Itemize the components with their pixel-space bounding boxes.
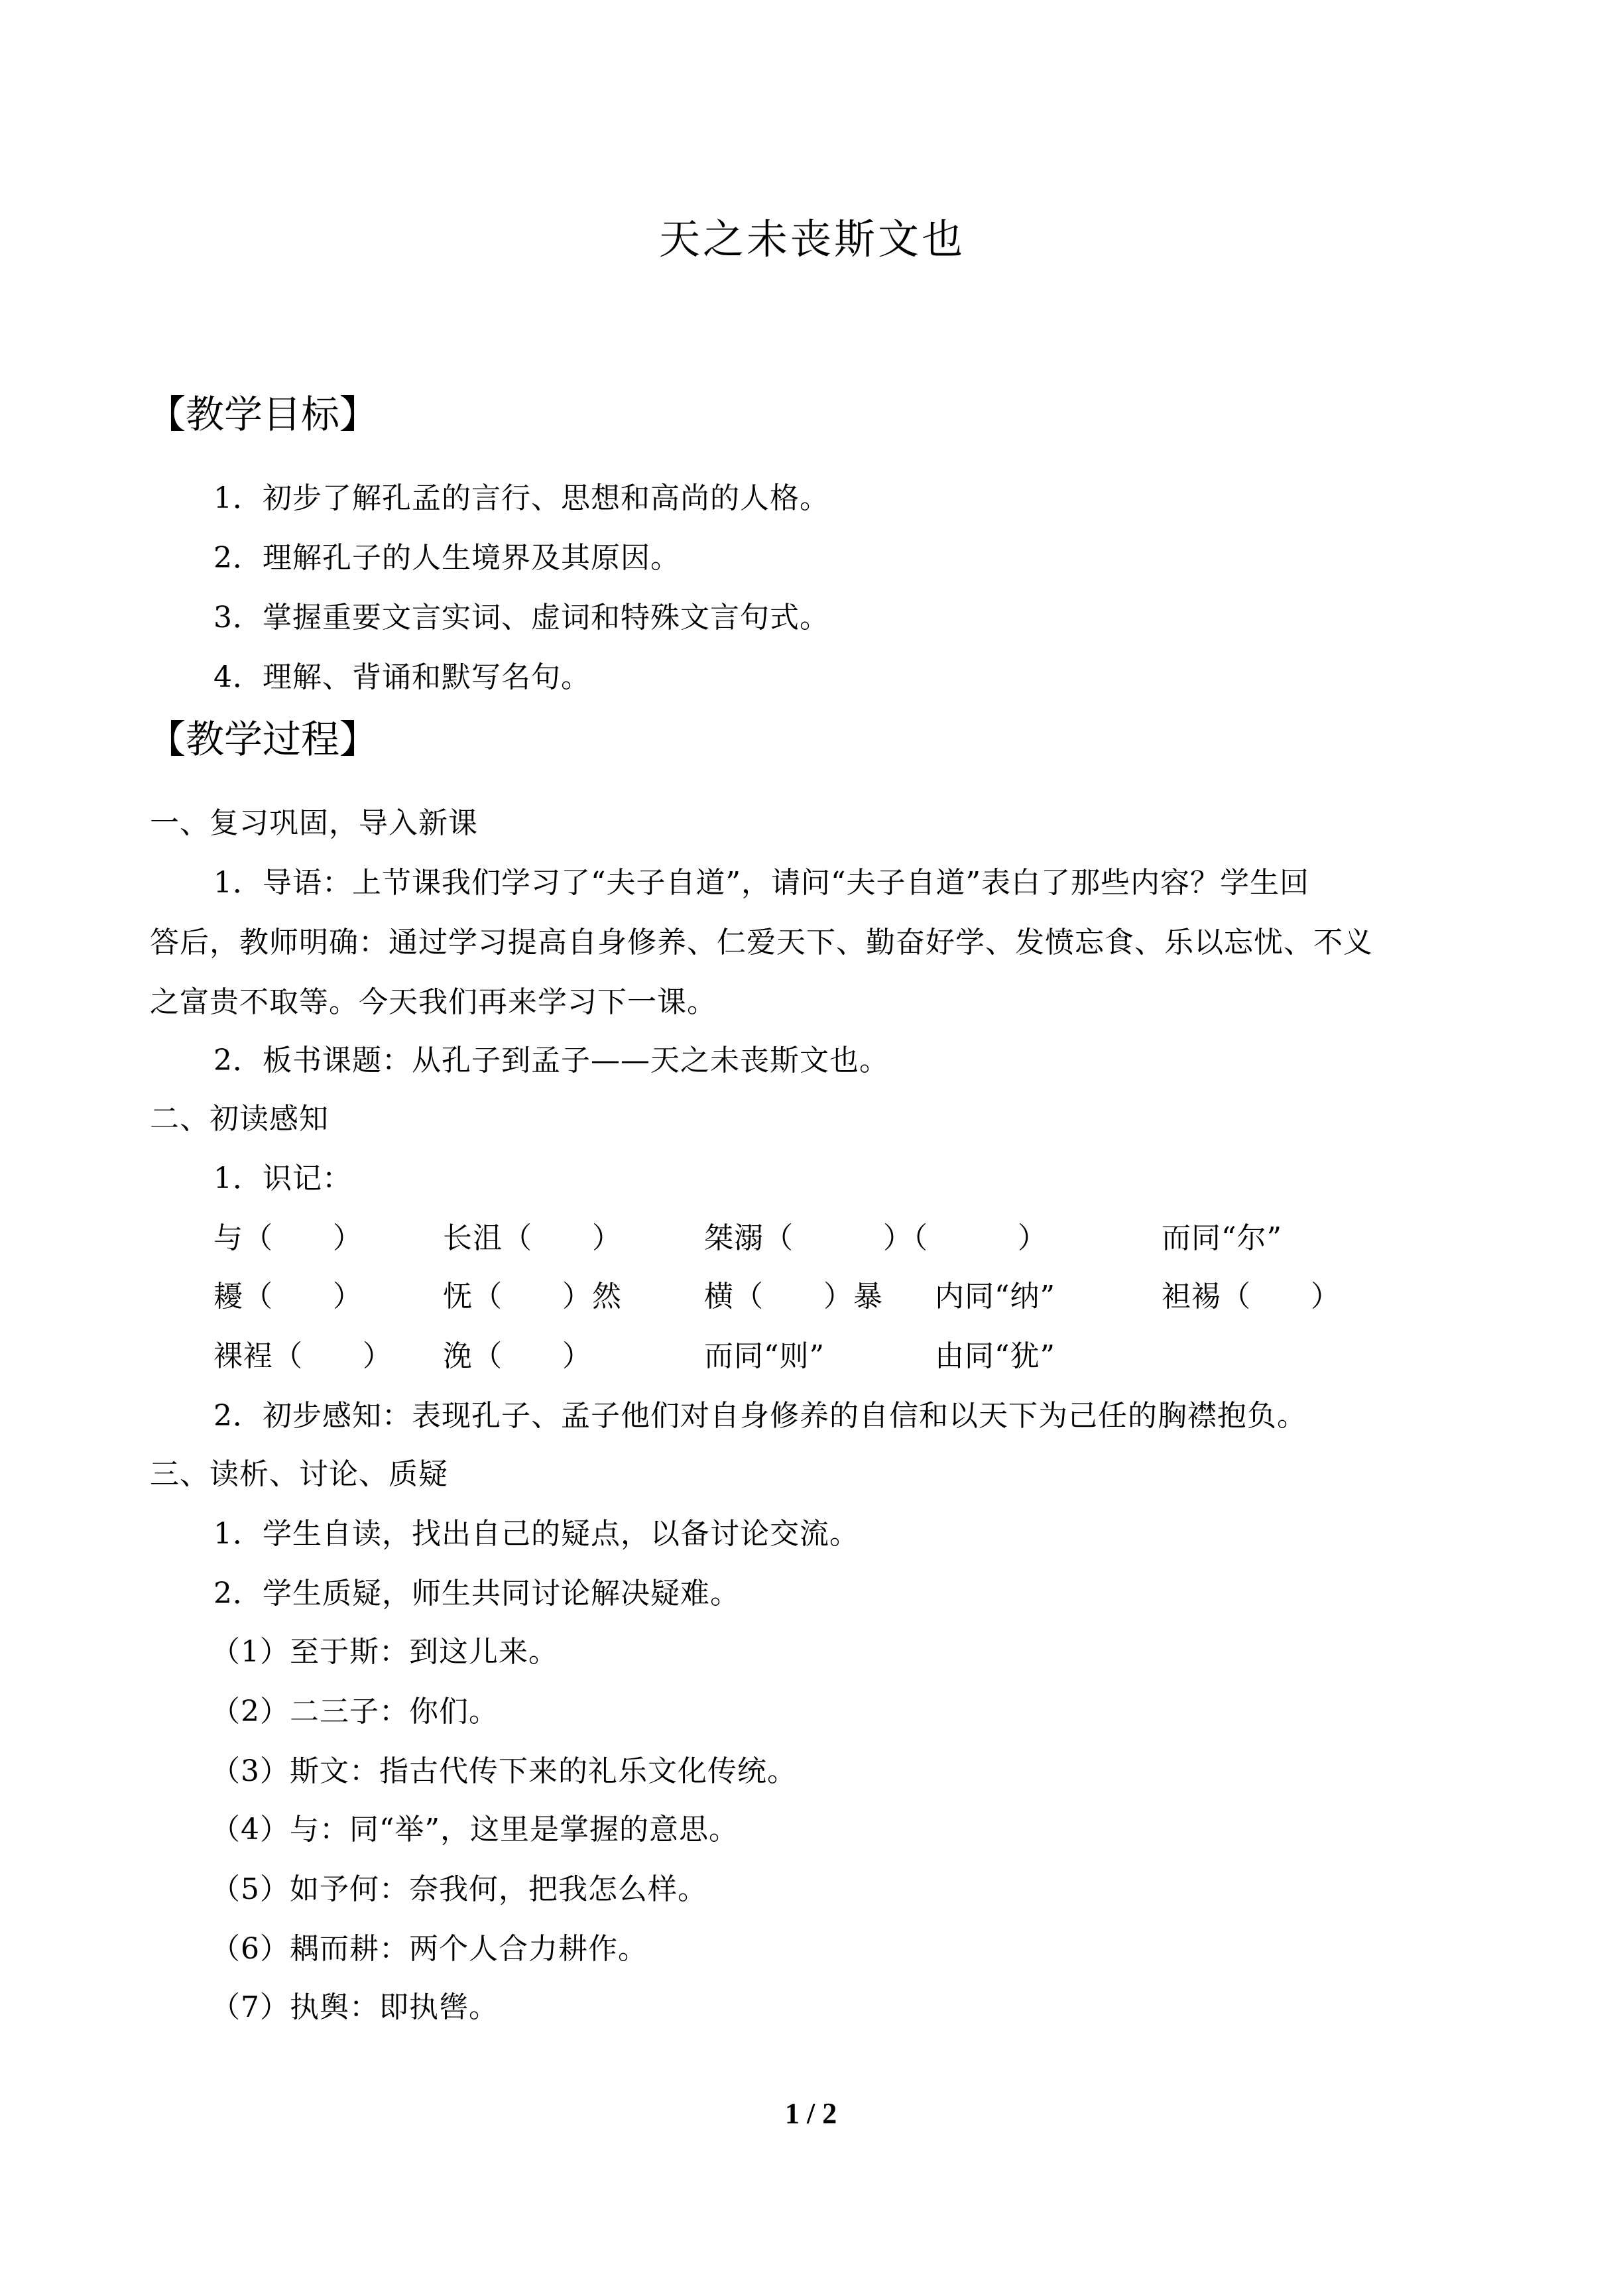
paragraph-line: 1．导语：上节课我们学习了“夫子自道”，请问“夫子自道”表白了那些内容？学生回 — [213, 866, 1309, 900]
note-item: （2）二三子：你们。 — [211, 1695, 499, 1728]
vocab-entry: 浼（ ） — [443, 1339, 592, 1373]
note-item: （7）执舆：即执辔。 — [211, 1990, 499, 2024]
vocab-entry: 怃（ ）然 — [443, 1280, 622, 1313]
list-item: 2．学生质疑，师生共同讨论解决疑难。 — [213, 1577, 740, 1610]
vocab-entry: 与（ ） — [213, 1221, 363, 1255]
vocab-entry: 桀溺（ ）（ ） — [704, 1221, 1048, 1255]
vocab-entry: 横（ ）暴 — [704, 1280, 883, 1313]
vocab-entry: 长沮（ ） — [443, 1221, 622, 1255]
paragraph-line: 答后，教师明确：通过学习提高自身修养、仁爱天下、勤奋好学、发愤忘食、乐以忘忧、不义 — [150, 926, 1373, 959]
note-item: （3）斯文：指古代传下来的礼乐文化传统。 — [211, 1754, 797, 1788]
list-item: 1．学生自读，找出自己的疑点，以备讨论交流。 — [213, 1517, 859, 1551]
vocab-entry: 由同“犹” — [935, 1339, 1055, 1373]
note-item: （6）耦而耕：两个人合力耕作。 — [211, 1932, 648, 1966]
vocab-entry: 裸裎（ ） — [213, 1339, 392, 1373]
goal-item: 3．掌握重要文言实词、虚词和特殊文言句式。 — [213, 601, 829, 634]
vocab-entry: 内同“纳” — [935, 1280, 1055, 1313]
note-item: （1）至于斯：到这儿来。 — [211, 1635, 558, 1669]
section-heading-goals: 【教学目标】 — [147, 392, 379, 437]
goal-item: 2．理解孔子的人生境界及其原因。 — [213, 541, 680, 575]
goal-item: 4．理解、背诵和默写名句。 — [213, 660, 591, 694]
note-item: （5）如予何：奈我何，把我怎么样。 — [211, 1872, 707, 1906]
note-item: （4）与：同“举”，这里是掌握的意思。 — [211, 1813, 739, 1846]
paragraph-line: 2．板书课题：从孔子到孟子——天之未丧斯文也。 — [213, 1044, 889, 1077]
vocab-entry: 袒裼（ ） — [1162, 1280, 1341, 1313]
paragraph-line: 之富贵不取等。今天我们再来学习下一课。 — [150, 985, 717, 1019]
vocab-entry: 而同“尔” — [1162, 1221, 1282, 1255]
vocab-entry: 耰（ ） — [213, 1280, 363, 1313]
part-heading: 三、读析、讨论、质疑 — [150, 1457, 448, 1491]
page-title: 天之未丧斯文也 — [659, 215, 966, 263]
section-heading-process: 【教学过程】 — [147, 717, 379, 762]
part-heading: 一、复习巩固，导入新课 — [150, 806, 478, 840]
vocab-entry: 而同“则” — [704, 1339, 825, 1373]
list-item: 1．识记： — [213, 1162, 352, 1195]
part-heading: 二、初读感知 — [150, 1102, 329, 1136]
goal-item: 1．初步了解孔孟的言行、思想和高尚的人格。 — [213, 481, 829, 515]
page-number: 1 / 2 — [785, 2097, 837, 2130]
list-item: 2．初步感知：表现孔子、孟子他们对自身修养的自信和以天下为己任的胸襟抱负。 — [213, 1399, 1307, 1433]
